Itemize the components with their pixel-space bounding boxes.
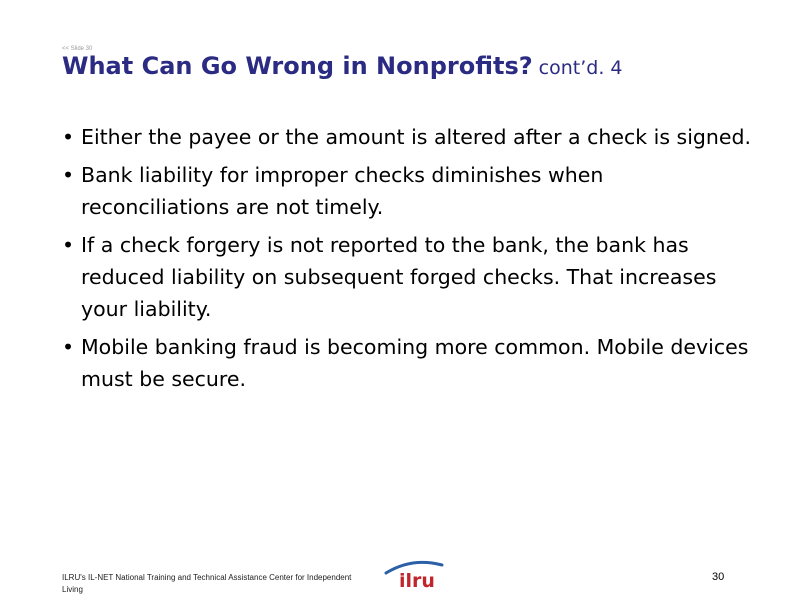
bullet-point-icon: • [62,335,75,359]
slide-title-continued: cont’d. 4 [538,57,623,79]
bullet-item [62,331,752,395]
logo-wordmark: ilru [399,570,435,590]
slide-number-tag: << Slide 30 [62,46,93,52]
bullet-list [62,121,752,395]
bullet-item [62,229,752,325]
bullet-text: Mobile banking fraud is becoming more common. Mobile devices must be secure. [81,335,749,391]
bullet-text: Either the payee or the amount is altered after a check is signed. [81,125,752,149]
bullet-point-icon: • [62,233,75,257]
footer-organization: ILRU's IL-NET National Training and Technical Assistance Center for Independent Living [62,573,352,594]
bullet-item [62,159,752,223]
bullet-point-icon: • [62,125,75,149]
bullet-text: If a check forgery is not reported to the bank, the bank has reduced liability on subsequent forged checks. That increases your liability. [81,233,717,321]
bullet-point-icon: • [62,163,75,187]
bullet-text: Bank liability for improper checks diminishes when reconciliations are not timely. [81,163,604,219]
ilru-logo [382,556,446,590]
slide-title-main: What Can Go Wrong in Nonprofits? [62,52,533,80]
slide-title [62,52,623,80]
page-number: 30 [712,571,725,583]
bullet-item [62,121,752,153]
